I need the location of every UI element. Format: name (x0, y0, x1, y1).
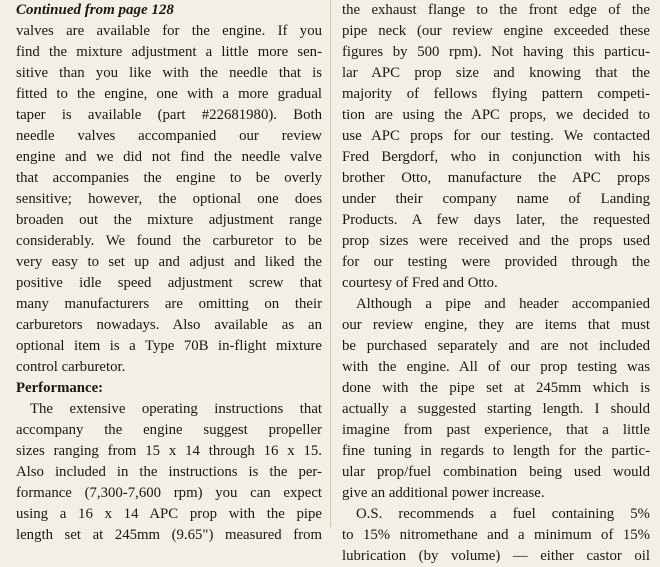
text-line: considerably. We found the carburetor to be (16, 233, 322, 249)
column-divider (330, 0, 331, 527)
text-line: very easy to set up and adjust and liked the (16, 254, 322, 270)
text-line: positive idle speed adjustment screw that (16, 275, 322, 291)
text-line: figures by 500 rpm). Not having this particu- (342, 44, 650, 60)
text-line: accompany the engine suggest propeller (16, 422, 322, 438)
text-line: brother Otto, manufacture the APC props (342, 170, 650, 186)
text-line: optional item is a Type 70B in-flight mixture (16, 338, 322, 354)
text-line: ular prop/fuel combination being used would (342, 464, 650, 480)
text-line: prop sizes were received and the props used (342, 233, 650, 249)
text-line: find the mixture adjustment a little more sen- (16, 44, 322, 60)
text-line: many manufacturers are omitting on their (16, 296, 322, 312)
text-line: tion are using the APC props, we decided to (342, 107, 650, 123)
text-line: valves are available for the engine. If you (16, 23, 322, 39)
text-line: use APC props for our testing. We contacted (342, 128, 650, 144)
text-line: our review engine, they are items that must (342, 317, 650, 333)
section-heading: Performance: (16, 380, 104, 396)
text-line: sensitive; however, the optional one does (16, 191, 322, 207)
text-line: to 15% nitromethane and a minimum of 15% (342, 527, 650, 543)
text-line: majority of fellows flying pattern competi- (342, 86, 650, 102)
text-line: needle valves accompanied our review (16, 128, 322, 144)
text-line: engine and we did not find the needle valve (16, 149, 322, 165)
text-line: that accompanies the engine to be overly (16, 170, 322, 186)
text-line: pipe neck (our review engine exceeded these (342, 23, 650, 39)
text-line: broaden out the mixture adjustment range (16, 212, 322, 228)
text-line: taper is available (part #22681980). Both (16, 107, 322, 123)
text-line: done with the pipe set at 245mm which is (342, 380, 650, 396)
text-line: sizes ranging from 15 x 14 through 16 x 15. (16, 443, 322, 459)
text-line: Fred Bergdorf, who in conjunction with his (342, 149, 650, 165)
text-line: imagine from past experience, that a little (342, 422, 650, 438)
text-line: formance (7,300-7,600 rpm) you can expect (16, 485, 322, 501)
text-line: lar APC prop size and knowing that the (342, 65, 650, 81)
text-line: the exhaust flange to the front edge of the (342, 2, 650, 18)
text-line: actually a suggested starting length. I should (342, 401, 650, 417)
text-line: length set at 245mm (9.65") measured from (16, 527, 322, 543)
text-line: sitive than you like with the needle that is (16, 65, 322, 81)
text-line: fine tuning in regards to length for the partic- (342, 443, 650, 459)
continued-note: Continued from page 128 (16, 2, 174, 18)
text-line: courtesy of Fred and Otto. (342, 275, 498, 291)
text-line: for our testing were provided through the (342, 254, 650, 270)
text-line: be purchased separately and are not included (342, 338, 650, 354)
text-line: under their company name of Landing (342, 191, 650, 207)
text-line: give an additional power increase. (342, 485, 545, 501)
text-line: with the engine. All of our prop testing was (342, 359, 650, 375)
left-column (16, 0, 322, 546)
text-line: Products. A few days later, the requested (342, 212, 650, 228)
text-line: using a 16 x 14 APC prop with the pipe (16, 506, 322, 522)
text-line: control carburetor. (16, 359, 126, 375)
text-line: O.S. recommends a fuel containing 5% (356, 506, 650, 522)
text-line: Although a pipe and header accompanied (356, 296, 650, 312)
text-line: The extensive operating instructions that (30, 401, 322, 417)
text-line: Also included in the instructions is the per- (16, 464, 322, 480)
text-line: lubrication (by volume) — either castor oil (342, 548, 650, 564)
right-column (342, 0, 650, 567)
text-line: fitted to the engine, one with a more gradual (16, 86, 322, 102)
text-line: carburetors nowadays. Also available as an (16, 317, 322, 333)
